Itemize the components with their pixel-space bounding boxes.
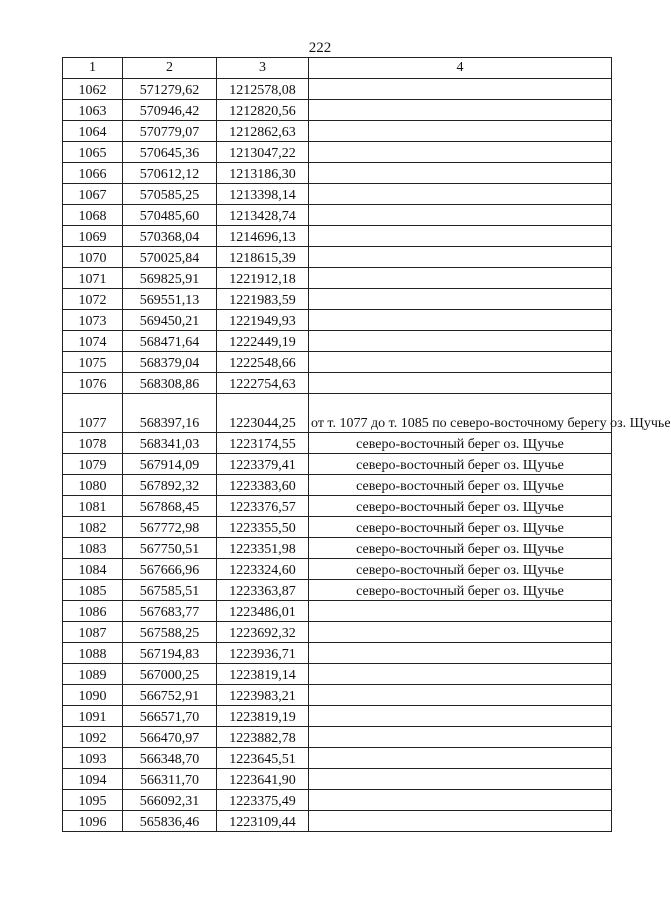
description-cell — [309, 205, 612, 226]
table-row — [63, 142, 612, 163]
x-coordinate-cell: 567868,45 — [123, 496, 217, 517]
table-row — [63, 205, 612, 226]
description-cell — [309, 184, 612, 205]
x-coordinate-cell: 566571,70 — [123, 706, 217, 727]
y-coordinate-cell: 1223692,32 — [217, 622, 309, 643]
description-cell — [309, 142, 612, 163]
y-coordinate-cell: 1213428,74 — [217, 205, 309, 226]
point-number-cell: 1096 — [63, 811, 123, 832]
point-number-cell: 1075 — [63, 352, 123, 373]
description-cell — [309, 769, 612, 790]
description-cell — [309, 289, 612, 310]
point-number-cell: 1094 — [63, 769, 123, 790]
x-coordinate-cell: 567000,25 — [123, 664, 217, 685]
x-coordinate-cell: 569551,13 — [123, 289, 217, 310]
table-row — [63, 184, 612, 205]
x-coordinate-cell: 566311,70 — [123, 769, 217, 790]
point-number-cell: 1082 — [63, 517, 123, 538]
y-coordinate-cell: 1223882,78 — [217, 727, 309, 748]
y-coordinate-cell: 1221949,93 — [217, 310, 309, 331]
point-number-cell: 1074 — [63, 331, 123, 352]
y-coordinate-cell: 1223983,21 — [217, 685, 309, 706]
header-col-4: 4 — [309, 58, 612, 79]
point-number-cell: 1090 — [63, 685, 123, 706]
table-row — [63, 268, 612, 289]
table-row — [63, 454, 612, 475]
description-cell — [309, 706, 612, 727]
x-coordinate-cell: 570779,07 — [123, 121, 217, 142]
table-row — [63, 790, 612, 811]
table-row — [63, 601, 612, 622]
header-col-1: 1 — [63, 58, 123, 79]
table-row — [63, 121, 612, 142]
table-row — [63, 580, 612, 601]
y-coordinate-cell: 1218615,39 — [217, 247, 309, 268]
x-coordinate-cell: 568471,64 — [123, 331, 217, 352]
table-row — [63, 517, 612, 538]
description-cell: северо-восточный берег оз. Щучье — [309, 559, 612, 580]
x-coordinate-cell: 566092,31 — [123, 790, 217, 811]
description-cell — [309, 748, 612, 769]
table-row — [63, 664, 612, 685]
y-coordinate-cell: 1221912,18 — [217, 268, 309, 289]
description-cell — [309, 310, 612, 331]
y-coordinate-cell: 1223044,25 — [217, 394, 309, 433]
description-cell — [309, 121, 612, 142]
y-coordinate-cell: 1223819,19 — [217, 706, 309, 727]
description-cell — [309, 79, 612, 100]
x-coordinate-cell: 570946,42 — [123, 100, 217, 121]
table-row — [63, 163, 612, 184]
x-coordinate-cell: 568379,04 — [123, 352, 217, 373]
description-cell: северо-восточный берег оз. Щучье — [309, 496, 612, 517]
point-number-cell: 1076 — [63, 373, 123, 394]
point-number-cell: 1092 — [63, 727, 123, 748]
y-coordinate-cell: 1212820,56 — [217, 100, 309, 121]
point-number-cell: 1068 — [63, 205, 123, 226]
description-cell — [309, 100, 612, 121]
table-row — [63, 331, 612, 352]
y-coordinate-cell: 1223819,14 — [217, 664, 309, 685]
description-cell — [309, 226, 612, 247]
y-coordinate-cell: 1221983,59 — [217, 289, 309, 310]
x-coordinate-cell: 570025,84 — [123, 247, 217, 268]
description-cell: северо-восточный берег оз. Щучье — [309, 580, 612, 601]
y-coordinate-cell: 1223324,60 — [217, 559, 309, 580]
description-cell — [309, 685, 612, 706]
point-number-cell: 1081 — [63, 496, 123, 517]
x-coordinate-cell: 570612,12 — [123, 163, 217, 184]
y-coordinate-cell: 1223486,01 — [217, 601, 309, 622]
description-cell — [309, 352, 612, 373]
page-number: 222 — [308, 40, 332, 56]
y-coordinate-cell: 1213047,22 — [217, 142, 309, 163]
point-number-cell: 1087 — [63, 622, 123, 643]
x-coordinate-cell: 571279,62 — [123, 79, 217, 100]
y-coordinate-cell: 1223936,71 — [217, 643, 309, 664]
table-row — [63, 289, 612, 310]
x-coordinate-cell: 567914,09 — [123, 454, 217, 475]
y-coordinate-cell: 1223363,87 — [217, 580, 309, 601]
y-coordinate-cell: 1223174,55 — [217, 433, 309, 454]
y-coordinate-cell: 1213398,14 — [217, 184, 309, 205]
x-coordinate-cell: 568341,03 — [123, 433, 217, 454]
x-coordinate-cell: 567772,98 — [123, 517, 217, 538]
x-coordinate-cell: 567585,51 — [123, 580, 217, 601]
table-row — [63, 622, 612, 643]
x-coordinate-cell: 570368,04 — [123, 226, 217, 247]
x-coordinate-cell: 567750,51 — [123, 538, 217, 559]
description-cell — [309, 811, 612, 832]
point-number-cell: 1086 — [63, 601, 123, 622]
description-cell — [309, 268, 612, 289]
x-coordinate-cell: 567666,96 — [123, 559, 217, 580]
point-number-cell: 1064 — [63, 121, 123, 142]
y-coordinate-cell: 1223645,51 — [217, 748, 309, 769]
description-cell: от т. 1077 до т. 1085 по северо-восточному берегу оз. Щучье — [309, 394, 612, 433]
y-coordinate-cell: 1223109,44 — [217, 811, 309, 832]
x-coordinate-cell: 569825,91 — [123, 268, 217, 289]
description-cell — [309, 601, 612, 622]
table-row — [63, 559, 612, 580]
y-coordinate-cell: 1223375,49 — [217, 790, 309, 811]
table-row — [63, 226, 612, 247]
y-coordinate-cell: 1223383,60 — [217, 475, 309, 496]
table-row — [63, 748, 612, 769]
coordinates-table — [62, 57, 671, 832]
description-cell — [309, 622, 612, 643]
table-row — [63, 475, 612, 496]
description-cell: северо-восточный берег оз. Щучье — [309, 454, 612, 475]
x-coordinate-cell: 567194,83 — [123, 643, 217, 664]
table-row — [63, 496, 612, 517]
point-number-cell: 1088 — [63, 643, 123, 664]
description-cell: северо-восточный берег оз. Щучье — [309, 538, 612, 559]
x-coordinate-cell: 568397,16 — [123, 394, 217, 433]
table-row — [63, 79, 612, 100]
table-body — [63, 79, 671, 832]
x-coordinate-cell: 565836,46 — [123, 811, 217, 832]
x-coordinate-cell: 566348,70 — [123, 748, 217, 769]
description-cell: северо-восточный берег оз. Щучье — [309, 433, 612, 454]
y-coordinate-cell: 1222754,63 — [217, 373, 309, 394]
description-cell — [309, 373, 612, 394]
point-number-cell: 1078 — [63, 433, 123, 454]
x-coordinate-cell: 568308,86 — [123, 373, 217, 394]
point-number-cell: 1077 — [63, 394, 123, 433]
x-coordinate-cell: 570485,60 — [123, 205, 217, 226]
point-number-cell: 1062 — [63, 79, 123, 100]
point-number-cell: 1083 — [63, 538, 123, 559]
point-number-cell: 1063 — [63, 100, 123, 121]
point-number-cell: 1069 — [63, 226, 123, 247]
point-number-cell: 1079 — [63, 454, 123, 475]
y-coordinate-cell: 1212578,08 — [217, 79, 309, 100]
description-cell — [309, 331, 612, 352]
description-cell: северо-восточный берег оз. Щучье — [309, 517, 612, 538]
table-row — [63, 685, 612, 706]
point-number-cell: 1091 — [63, 706, 123, 727]
description-cell — [309, 643, 612, 664]
x-coordinate-cell: 566470,97 — [123, 727, 217, 748]
table-row — [63, 394, 612, 433]
y-coordinate-cell: 1223641,90 — [217, 769, 309, 790]
point-number-cell: 1070 — [63, 247, 123, 268]
y-coordinate-cell: 1223355,50 — [217, 517, 309, 538]
table-row — [63, 706, 612, 727]
description-cell — [309, 247, 612, 268]
point-number-cell: 1072 — [63, 289, 123, 310]
description-cell — [309, 790, 612, 811]
point-number-cell: 1067 — [63, 184, 123, 205]
point-number-cell: 1066 — [63, 163, 123, 184]
point-number-cell: 1080 — [63, 475, 123, 496]
header-row — [63, 58, 612, 79]
x-coordinate-cell: 567892,32 — [123, 475, 217, 496]
description-cell — [309, 727, 612, 748]
y-coordinate-cell: 1214696,13 — [217, 226, 309, 247]
x-coordinate-cell: 569450,21 — [123, 310, 217, 331]
x-coordinate-cell: 570645,36 — [123, 142, 217, 163]
table-row — [63, 352, 612, 373]
point-number-cell: 1085 — [63, 580, 123, 601]
table-header — [63, 58, 612, 79]
point-number-cell: 1065 — [63, 142, 123, 163]
y-coordinate-cell: 1222548,66 — [217, 352, 309, 373]
table-row — [63, 100, 612, 121]
header-col-3: 3 — [217, 58, 309, 79]
table-row — [63, 373, 612, 394]
y-coordinate-cell: 1212862,63 — [217, 121, 309, 142]
y-coordinate-cell: 1223351,98 — [217, 538, 309, 559]
y-coordinate-cell: 1223376,57 — [217, 496, 309, 517]
point-number-cell: 1095 — [63, 790, 123, 811]
point-number-cell: 1084 — [63, 559, 123, 580]
description-cell: северо-восточный берег оз. Щучье — [309, 475, 612, 496]
table-row — [63, 769, 612, 790]
y-coordinate-cell: 1223379,41 — [217, 454, 309, 475]
table-row — [63, 433, 612, 454]
y-coordinate-cell: 1213186,30 — [217, 163, 309, 184]
x-coordinate-cell: 566752,91 — [123, 685, 217, 706]
point-number-cell: 1089 — [63, 664, 123, 685]
table-row — [63, 310, 612, 331]
description-cell — [309, 664, 612, 685]
table-row — [63, 538, 612, 559]
y-coordinate-cell: 1222449,19 — [217, 331, 309, 352]
x-coordinate-cell: 567683,77 — [123, 601, 217, 622]
table-row — [63, 727, 612, 748]
table-row — [63, 247, 612, 268]
point-number-cell: 1093 — [63, 748, 123, 769]
table-row — [63, 811, 612, 832]
header-col-2: 2 — [123, 58, 217, 79]
x-coordinate-cell: 567588,25 — [123, 622, 217, 643]
point-number-cell: 1071 — [63, 268, 123, 289]
description-cell — [309, 163, 612, 184]
point-number-cell: 1073 — [63, 310, 123, 331]
table-row — [63, 643, 612, 664]
x-coordinate-cell: 570585,25 — [123, 184, 217, 205]
